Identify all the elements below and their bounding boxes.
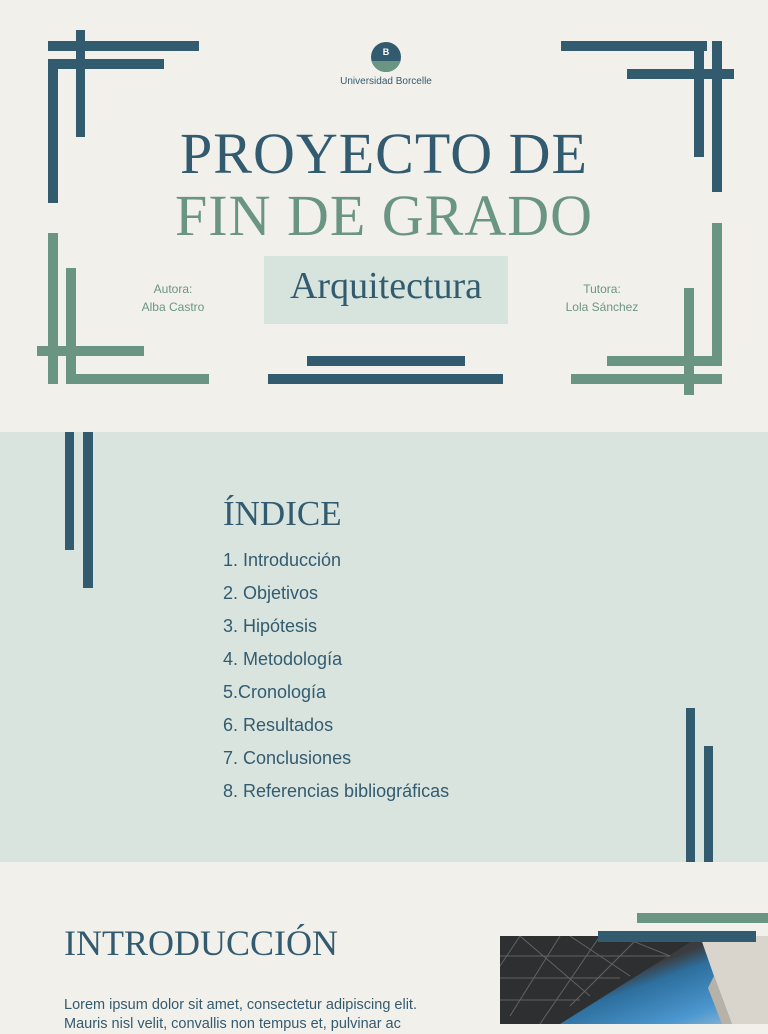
university-name: Universidad Borcelle (340, 76, 432, 87)
frame-bar (66, 268, 76, 384)
subject-box (264, 256, 508, 324)
tutor-block (532, 280, 672, 316)
index-list (223, 548, 449, 812)
frame-bar (48, 41, 199, 51)
cover-section (0, 0, 768, 432)
index-item-metodologia[interactable]: 4. Metodología (223, 649, 343, 669)
decor-bar (268, 374, 503, 384)
frame-bar (571, 374, 722, 384)
frame-bar (694, 41, 704, 157)
frame-bar (48, 59, 58, 203)
author-label: Autora: (153, 282, 193, 296)
frame-bar (712, 223, 722, 366)
frame-bar (607, 356, 722, 366)
tutor-label: Tutora: (583, 282, 621, 296)
index-item-objetivos[interactable]: 2. Objetivos (223, 583, 319, 603)
index-section (0, 432, 768, 862)
decor-bar (307, 356, 465, 366)
frame-bar (37, 346, 144, 356)
decor-bar (686, 708, 695, 862)
index-heading: ÍNDICE (223, 494, 342, 533)
university-logo (371, 42, 401, 72)
frame-bar (561, 41, 707, 51)
subject-title: Arquitectura (289, 265, 483, 307)
index-item-cronologia[interactable]: 5.Cronología (223, 682, 327, 702)
index-item-introduccion[interactable]: 1. Introducción (223, 550, 342, 570)
decor-bar (704, 746, 713, 862)
architecture-photo (500, 936, 768, 1024)
index-item-hipotesis[interactable]: 3. Hipótesis (223, 616, 318, 636)
decor-bar (637, 913, 768, 923)
decor-bar (83, 432, 93, 588)
tutor-name: Lola Sánchez (565, 300, 639, 314)
index-item-conclusiones[interactable]: 7. Conclusiones (223, 748, 352, 768)
frame-bar (712, 41, 722, 192)
author-name: Alba Castro (141, 300, 205, 314)
architecture-photo-graphic (500, 936, 768, 1024)
index-item-resultados[interactable]: 6. Resultados (223, 715, 334, 735)
intro-body: Lorem ipsum dolor sit amet, consectetur adipiscing elit. Mauris nisl velit, convallis non tempus et, pulvinar ac (64, 997, 417, 1032)
decor-bar (65, 432, 74, 550)
decor-bar (598, 931, 756, 942)
index-item-referencias[interactable]: 8. Referencias bibliográficas (223, 781, 450, 801)
title-line-1: PROYECTO DE (180, 121, 588, 186)
frame-bar (48, 233, 58, 384)
frame-bar (66, 374, 209, 384)
frame-bar (48, 59, 164, 69)
author-block (103, 280, 243, 316)
intro-heading: INTRODUCCIÓN (64, 923, 338, 963)
logo-letter: B (382, 47, 390, 57)
title-line-2: FIN DE GRADO (175, 183, 593, 248)
